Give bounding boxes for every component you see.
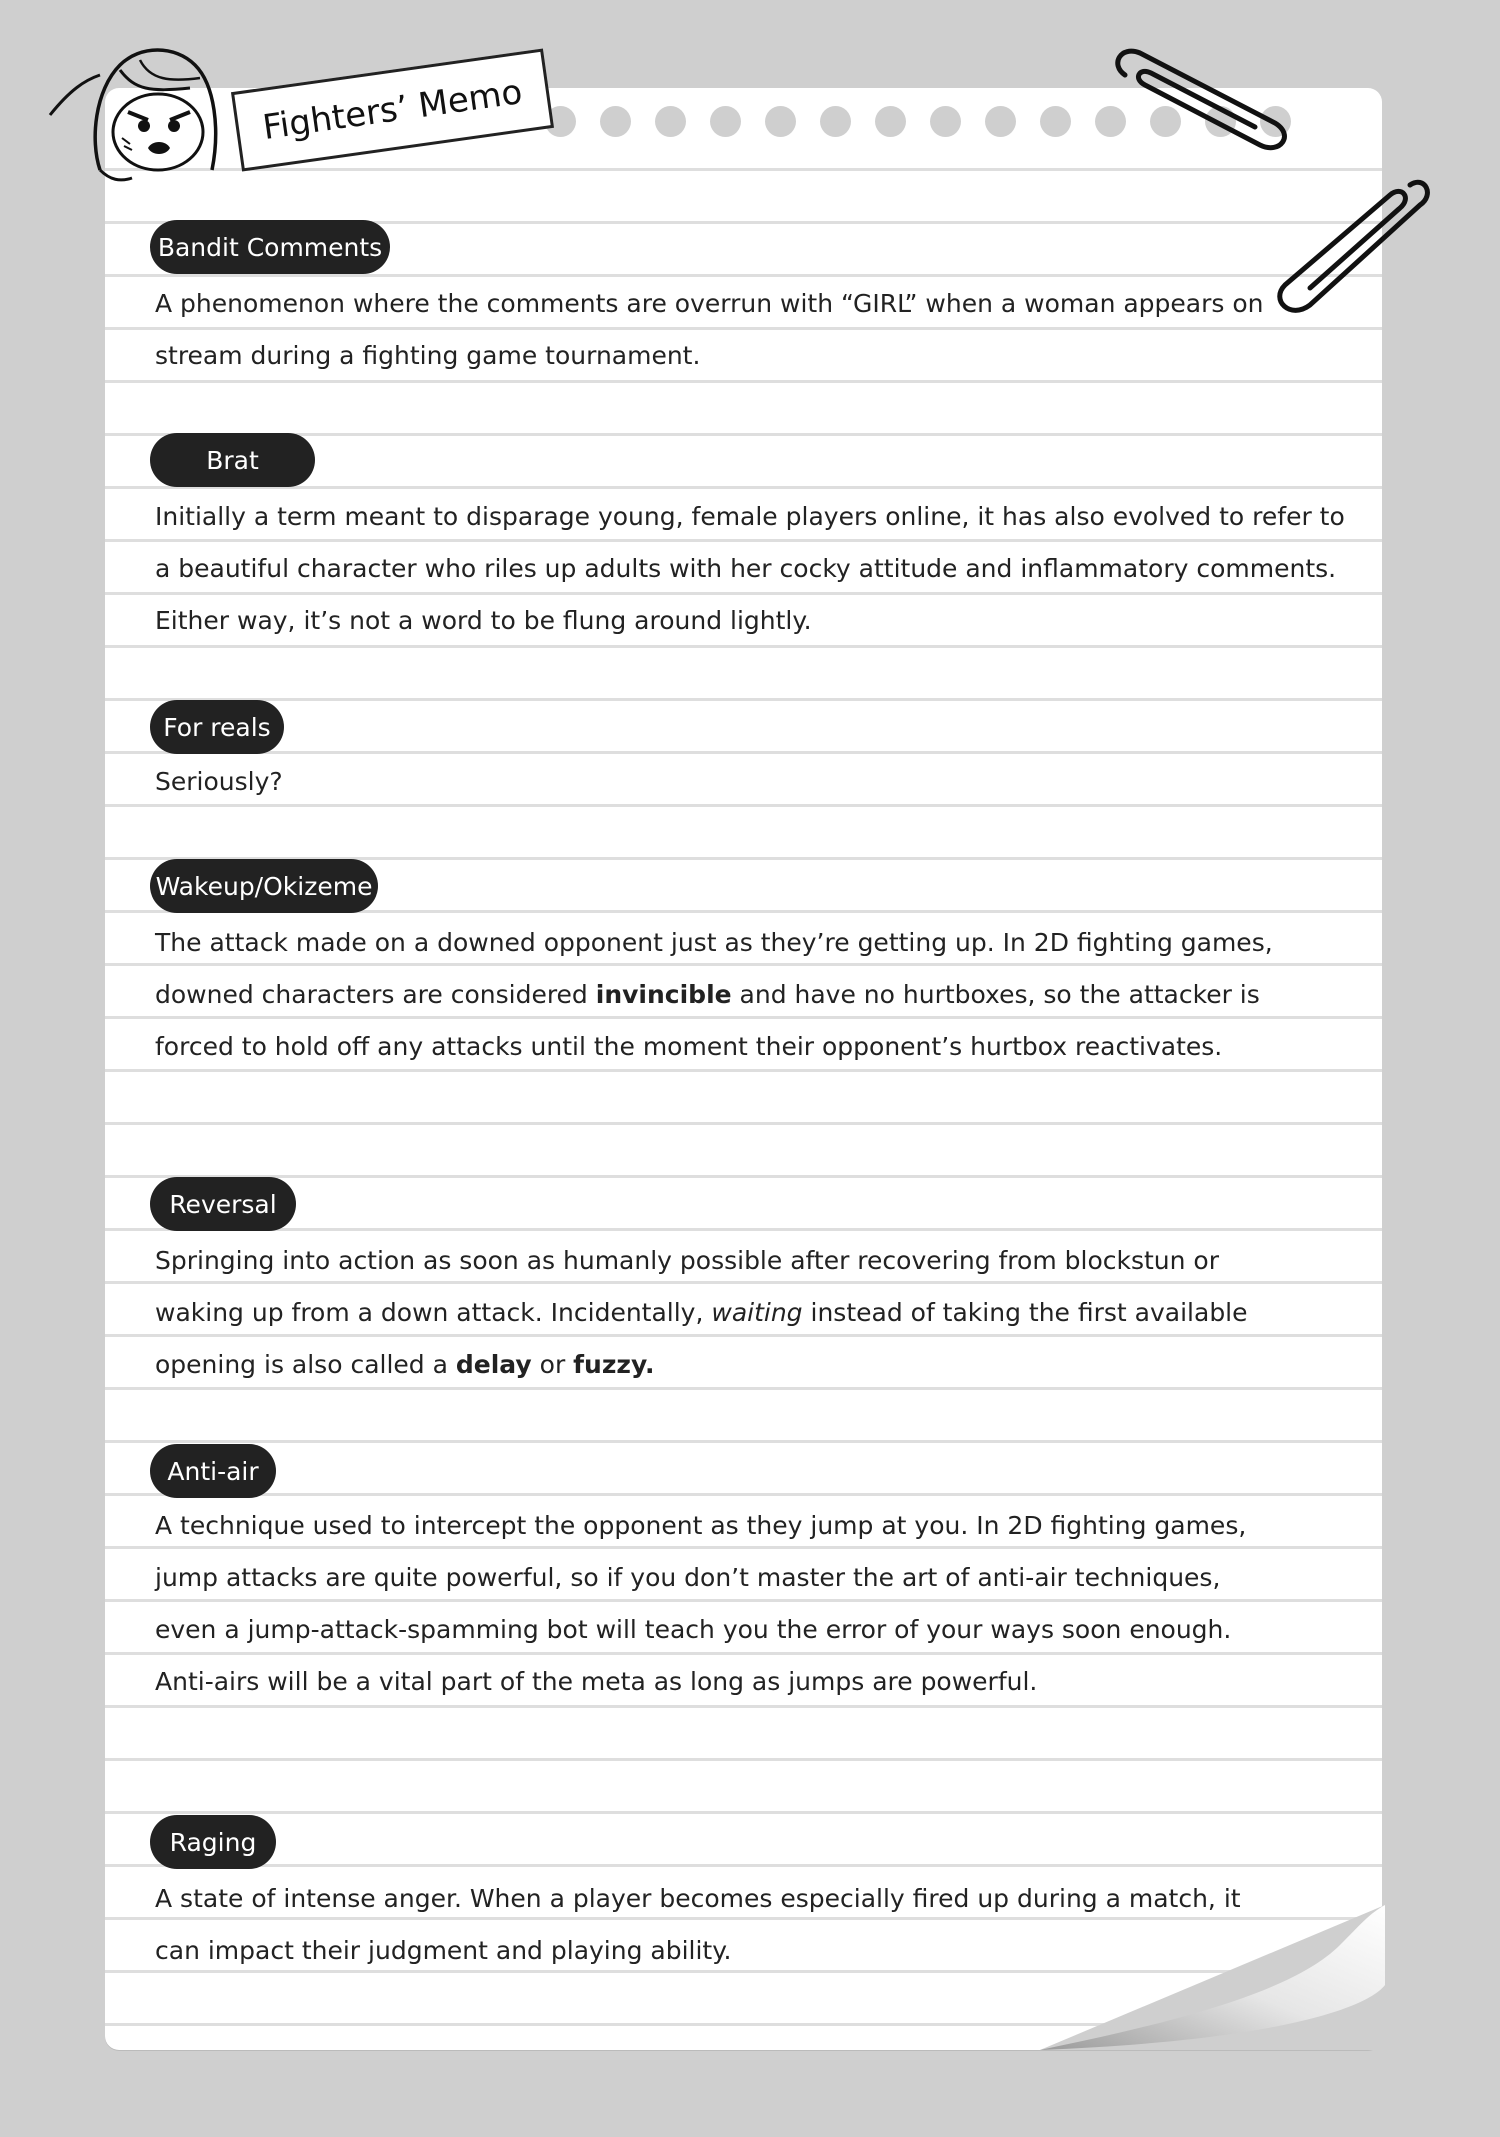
ruled-line — [105, 1122, 1382, 1125]
definition-line: Either way, it’s not a word to be flung around lightly. — [155, 606, 812, 635]
definition-line: A phenomenon where the comments are overrun with “GIRL” when a woman appears on — [155, 289, 1264, 318]
term-badge — [150, 433, 315, 487]
term-label: Bandit Comments — [157, 232, 383, 262]
ruled-line — [105, 698, 1382, 701]
definition-text: waking up from a down attack. Incidentally, — [155, 1298, 712, 1327]
definition-emphasis: delay — [455, 1350, 532, 1379]
angry-girl-doodle-icon — [40, 20, 240, 190]
term-label: For reals — [163, 712, 271, 742]
ruled-line — [105, 1175, 1382, 1178]
term-definition — [155, 1873, 1335, 1977]
definition-line: Initially a term meant to disparage young, female players online, it has also evolved to refer to — [155, 502, 1345, 531]
term-label: Raging — [169, 1827, 257, 1857]
paperclip-icon — [1105, 45, 1295, 155]
term-badge — [150, 1177, 296, 1231]
term-badge — [150, 220, 390, 274]
definition-line: can impact their judgment and playing ability. — [155, 1936, 732, 1965]
punch-hole — [600, 106, 631, 137]
definition-line: even a jump-attack-spamming bot will teach you the error of your ways soon enough. — [155, 1615, 1232, 1644]
term-badge — [150, 1815, 276, 1869]
definition-emphasis: waiting — [711, 1298, 803, 1327]
term-definition — [155, 1500, 1335, 1708]
definition-line: Anti-airs will be a vital part of the meta as long as jumps are powerful. — [155, 1667, 1038, 1696]
definition-line: The attack made on a downed opponent just as they’re getting up. In 2D fighting games, — [155, 928, 1273, 957]
punch-hole — [875, 106, 906, 137]
punch-hole — [710, 106, 741, 137]
ruled-line — [105, 274, 1382, 277]
definition-line: a beautiful character who riles up adults with her cocky attitude and inflammatory comments. — [155, 554, 1337, 583]
punch-hole — [765, 106, 796, 137]
definition-text: and have no hurtboxes, so the attacker is — [731, 980, 1260, 1009]
punch-hole — [820, 106, 851, 137]
ruled-line — [105, 1440, 1382, 1443]
punch-hole — [930, 106, 961, 137]
definition-line: stream during a fighting game tournament. — [155, 341, 701, 370]
definition-line: Seriously? — [155, 767, 283, 796]
term-badge — [150, 1444, 276, 1498]
ruled-line — [105, 1811, 1382, 1814]
term-definition — [155, 1235, 1335, 1391]
ruled-line — [105, 1493, 1382, 1496]
term-label: Anti-air — [167, 1456, 259, 1486]
term-label: Wakeup/Okizeme — [155, 871, 373, 901]
ruled-line — [105, 751, 1382, 754]
ruled-line — [105, 1228, 1382, 1231]
definition-line — [155, 969, 1335, 1021]
punch-hole — [655, 106, 686, 137]
definition-line: A technique used to intercept the opponent as they jump at you. In 2D fighting games, — [155, 1511, 1247, 1540]
ruled-line — [105, 1758, 1382, 1761]
definition-line — [155, 1339, 1335, 1391]
term-label: Reversal — [169, 1189, 277, 1219]
ruled-line — [105, 486, 1382, 489]
ruled-line — [105, 168, 1382, 171]
definition-line: forced to hold off any attacks until the moment their opponent’s hurtbox reactivates. — [155, 1032, 1223, 1061]
definition-emphasis: fuzzy. — [573, 1350, 655, 1379]
definition-line: A state of intense anger. When a player becomes especially fired up during a match, it — [155, 1884, 1241, 1913]
definition-text: opening is also called a — [155, 1350, 456, 1379]
definition-text: downed characters are considered — [155, 980, 596, 1009]
term-definition — [155, 278, 1335, 382]
page-title-text: Fighters’ Memo — [260, 72, 525, 148]
punch-hole — [985, 106, 1016, 137]
term-badge — [150, 700, 284, 754]
definition-text: instead of taking the first available — [802, 1298, 1248, 1327]
definition-line: jump attacks are quite powerful, so if you don’t master the art of anti-air techniques, — [155, 1563, 1221, 1592]
term-label: Brat — [206, 445, 259, 475]
term-badge — [150, 859, 378, 913]
term-definition — [155, 491, 1345, 647]
punch-hole — [1040, 106, 1071, 137]
definition-line: Springing into action as soon as humanly possible after recovering from blockstun or — [155, 1246, 1220, 1275]
term-definition — [155, 756, 1335, 808]
term-definition — [155, 917, 1335, 1073]
definition-line — [155, 1287, 1335, 1339]
definition-text: or — [531, 1350, 574, 1379]
ruled-line — [105, 1864, 1382, 1867]
definition-emphasis: invincible — [595, 980, 732, 1009]
